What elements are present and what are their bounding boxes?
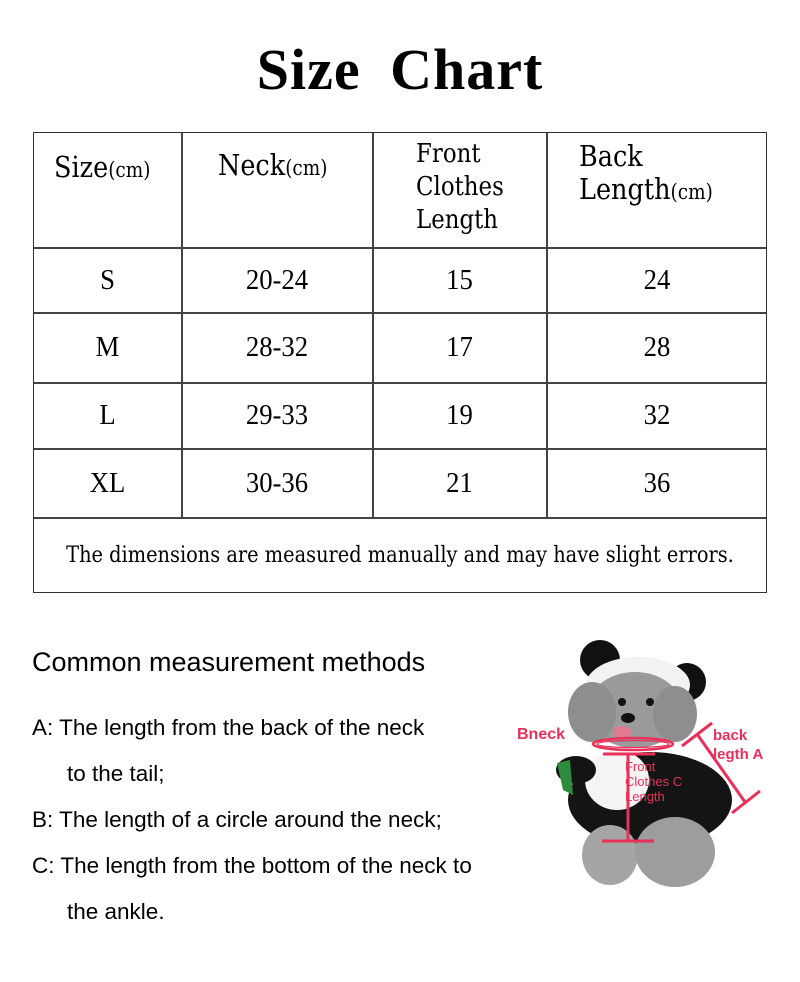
header-neck [218,149,327,185]
cell-neck: 29-33 [245,399,309,431]
page-title: Size Chart [256,37,544,102]
cell-front: 15 [446,263,473,296]
header-front-line1: Front [416,139,481,169]
cell-size: M [95,331,120,363]
cell-size: L [99,399,116,431]
cell-neck: 20-24 [245,263,309,296]
label-length: Length [625,789,665,804]
cell-back: 28 [643,331,671,363]
cell-size: XL [89,466,126,499]
method-a-continued: to the tail; [67,761,165,786]
header-front-line2: Clothes [416,172,504,202]
header-back-unit: (cm) [670,180,713,204]
column-divider [181,133,183,518]
column-divider [372,133,374,518]
cell-front: 19 [446,399,473,431]
method-c: C: The length from the bottom of the neck to [32,853,472,878]
cell-back: 32 [643,399,671,431]
cell-neck: 28-32 [245,331,309,363]
cell-back: 36 [643,466,671,499]
label-front: Front [625,759,656,774]
header-neck-label: Neck [218,148,286,182]
cell-front: 17 [446,331,473,363]
dog-measurement-illustration [510,630,800,900]
measurement-disclaimer: The dimensions are measured manually and may have slight errors. [66,542,734,568]
label-back: back [713,727,748,744]
cell-neck: 30-36 [245,466,309,499]
method-a: A: The length from the back of the neck [32,715,425,740]
header-neck-unit: (cm) [285,156,328,180]
method-c-continued: the ankle. [67,899,165,924]
size-chart-table [33,132,767,593]
header-back-length [579,140,713,209]
header-size [54,151,150,187]
cell-size: S [100,263,115,296]
method-b: B: The length of a circle around the neck; [32,807,442,832]
header-size-unit: (cm) [108,158,151,182]
methods-heading: Common measurement methods [32,647,426,677]
header-back-line1: Back [579,139,643,173]
header-size-label: Size [54,150,109,184]
label-legth-a: legth A [713,746,764,763]
label-front-clothes-length [625,759,682,804]
cell-front: 21 [446,466,473,499]
header-front-clothes-length [416,138,504,237]
label-clothes-c: Clothes C [625,774,683,789]
cell-back: 24 [643,263,671,296]
header-front-line3: Length [416,205,499,235]
header-back-line2: Length [579,172,671,206]
label-b-neck: Bneck [517,726,566,743]
column-divider [546,133,548,518]
